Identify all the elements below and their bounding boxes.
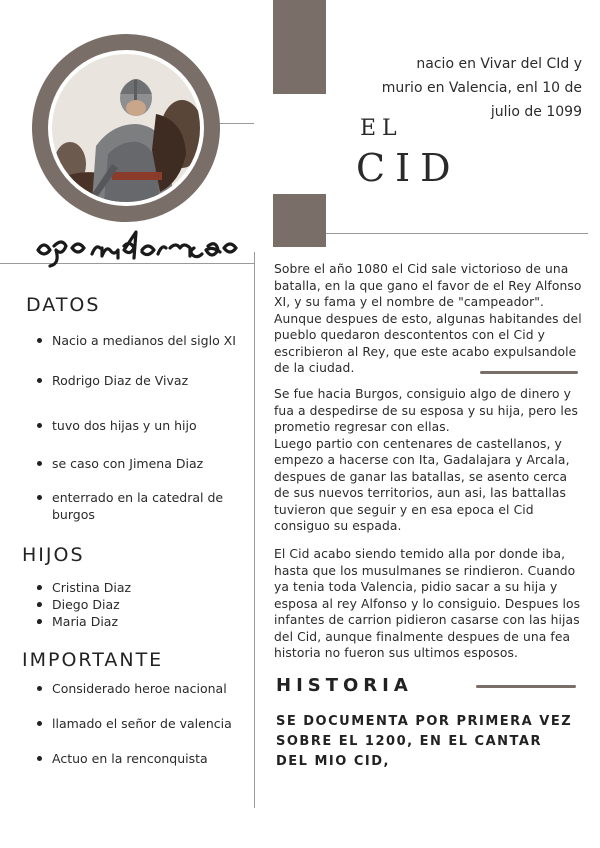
historia-text: SE DOCUMENTA POR PRIMERA VEZ SOBRE EL 1200, EN EL CANTAR DEL MIO CID,: [276, 714, 573, 769]
bio-line: nacio en Vivar del CId y: [416, 56, 582, 72]
list-item: llamado el señor de valencia: [52, 715, 252, 732]
list-item: tuvo dos hijas y un hijo: [52, 417, 252, 434]
top-accent-block: [273, 0, 326, 94]
list-item: Nacio a medianos del siglo XI: [52, 332, 252, 349]
title-divider-line: [326, 233, 588, 234]
list-item: • Diego Diaz: [52, 596, 120, 613]
list-item: • Cristina Diaz: [52, 579, 131, 596]
knight-illustration: [52, 54, 200, 202]
page-title: CID: [356, 146, 461, 190]
importante-heading: IMPORTANTE: [22, 649, 164, 671]
paragraph-1: Sobre el año 1080 el Cid sale victorioso de una batalla, en la que gano el favor de el Rey Alfonso XI, y su fama y el nombre de "campeador". Aunque despues de esto, algunas habitandes del pueblo quedaron descontentos con el Cid y escribieron al Rey, que este acabo expulsandole de la ciudad.: [274, 262, 582, 375]
signature: [32, 224, 244, 270]
column-divider-line: [254, 252, 255, 808]
historia-accent-line: [476, 685, 576, 688]
list-item: Considerado heroe nacional: [52, 680, 252, 697]
portrait-connector-line: [218, 123, 254, 124]
paragraph-2: Se fue hacia Burgos, consiguio algo de dinero y fua a despedirse de su esposa y su hija, pero les prometio regresar con ellas. Luego partio con centenares de castellanos, y empezo a hacerse con Ita, Gadalajara y Arcala, despues de ganar las batallas, se asento cerca de sus nuevos territorios, aun asi, las battallas tuvieron que seguir y en esa epoca el Cid consiguo su espada.: [274, 387, 579, 533]
list-item: se caso con Jimena Diaz: [52, 455, 252, 472]
list-item: Actuo en la renconquista: [52, 750, 252, 767]
signature-handwriting: [32, 224, 244, 270]
bio-text: [370, 52, 582, 124]
historia-heading: HISTORIA: [276, 675, 413, 696]
bio-line: julio de 1099: [490, 104, 582, 120]
bio-line: murio en Valencia, enl 10 de: [381, 80, 582, 96]
list-item: enterrado en la catedral de burgos: [52, 489, 242, 523]
middle-accent-block: [273, 194, 326, 247]
portrait-image: [52, 54, 200, 202]
title-article: EL: [360, 116, 403, 141]
datos-heading: DATOS: [26, 294, 101, 316]
hijos-heading: HIJOS: [22, 544, 85, 566]
list-item: • Maria Diaz: [52, 613, 118, 630]
paragraph-3: El Cid acabo siendo temido alla por donde iba, hasta que los musulmanes se rindieron. Cuando ya tenia toda Valencia, pidio sacar a su hija y esposa al rey Alfonso y lo consiguio. Despues los infantes de carrion pidieron casarse con las hijas del Cid, aunque finalmente despues de una fea historia no fueron sus ultimos esposos.: [274, 547, 581, 660]
list-item: Rodrigo Diaz de Vivaz: [52, 372, 252, 389]
